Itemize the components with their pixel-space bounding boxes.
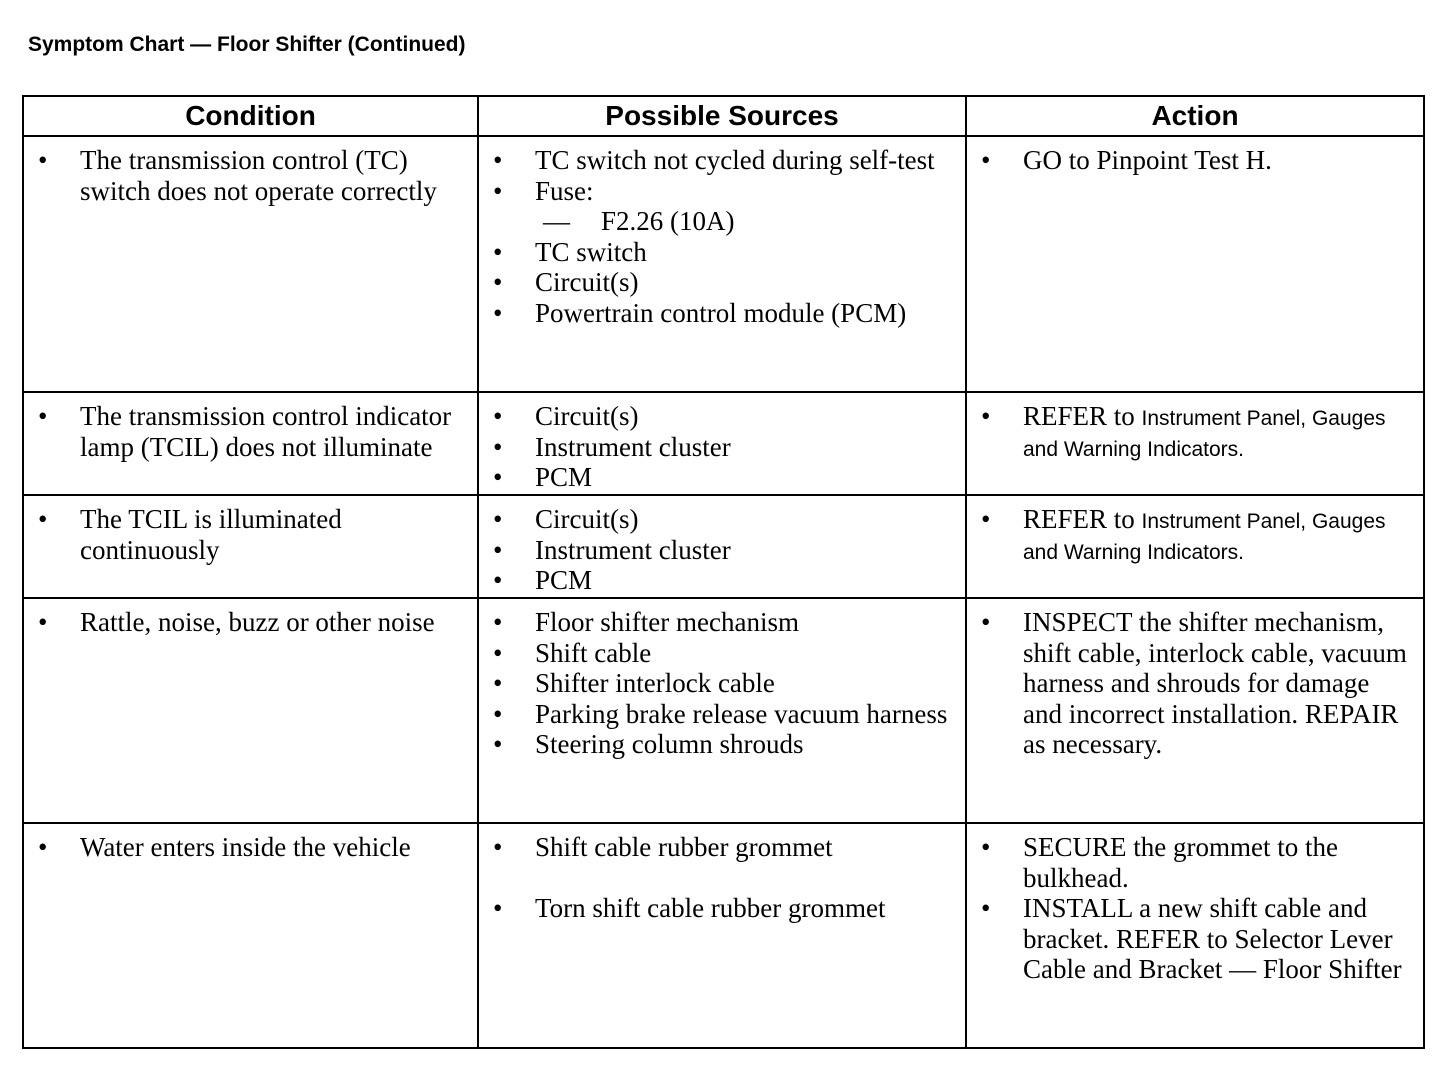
source-item [479, 176, 955, 237]
action-cell [966, 823, 1424, 1048]
action-item: • INSTALL a new shift cable and bracket. REFER to Selector Lever Cable and Bracket — Floor Shifter [967, 893, 1413, 985]
source-item: • PCM [479, 462, 955, 493]
source-item: • PCM [479, 565, 955, 596]
source-item: • Floor shifter mechanism [479, 607, 955, 638]
action-cell [966, 598, 1424, 823]
source-item: • TC switch [479, 237, 955, 268]
source-item: • Shifter interlock cable [479, 668, 955, 699]
table-row [23, 392, 1424, 495]
source-subitem-text: F2.26 (10A) [601, 206, 735, 237]
action-cell [966, 392, 1424, 495]
sources-cell [478, 392, 966, 495]
source-subitem [535, 206, 955, 237]
cross-reference-link[interactable]: Instrument Panel, Gauges and Warning Indicators. [1023, 407, 1386, 461]
header-possible-sources: Possible Sources [478, 96, 966, 136]
condition-item: • Water enters inside the vehicle [24, 832, 467, 863]
table-row [23, 598, 1424, 823]
header-condition: Condition [23, 96, 478, 136]
table-row [23, 495, 1424, 598]
source-item: • Shift cable [479, 638, 955, 669]
condition-cell [23, 392, 478, 495]
sources-cell [478, 823, 966, 1048]
action-item [967, 504, 1413, 566]
dash-marker: — [543, 206, 570, 237]
condition-item: • The transmission control (TC) switch does not operate correctly [24, 145, 467, 206]
source-item: • Steering column shrouds [479, 729, 955, 760]
action-prefix: REFER to [1023, 401, 1135, 431]
condition-item: • Rattle, noise, buzz or other noise [24, 607, 467, 638]
source-item: • Torn shift cable rubber grommet [479, 893, 955, 924]
table-row [23, 136, 1424, 392]
sources-cell [478, 136, 966, 392]
symptom-chart-table [22, 95, 1425, 1049]
source-item: • Powertrain control module (PCM) [479, 298, 955, 329]
condition-item: • The TCIL is illuminated continuously [24, 504, 467, 565]
action-cell [966, 495, 1424, 598]
condition-cell [23, 823, 478, 1048]
action-prefix: REFER to [1023, 504, 1135, 534]
header-row [23, 96, 1424, 136]
sources-cell [478, 495, 966, 598]
condition-cell [23, 598, 478, 823]
source-item: • Circuit(s) [479, 401, 955, 432]
condition-cell [23, 495, 478, 598]
action-item [967, 401, 1413, 463]
condition-item: • The transmission control indicator lamp (TCIL) does not illuminate [24, 401, 467, 462]
chart-title: Symptom Chart — Floor Shifter (Continued) [28, 33, 466, 56]
sources-cell [478, 598, 966, 823]
action-cell [966, 136, 1424, 392]
source-item: • Parking brake release vacuum harness [479, 699, 955, 730]
table-row [23, 823, 1424, 1048]
header-action: Action [966, 96, 1424, 136]
action-item: • GO to Pinpoint Test H. [967, 145, 1413, 176]
source-item: • TC switch not cycled during self-test [479, 145, 955, 176]
action-item: • INSPECT the shifter mechanism, shift cable, interlock cable, vacuum harness and shrouds for damage and incorrect installation. REPAIR as necessary. [967, 607, 1413, 760]
source-item: • Instrument cluster [479, 432, 955, 463]
source-item-label: Fuse: [535, 175, 594, 206]
source-item: • Shift cable rubber grommet [479, 832, 955, 863]
cross-reference-link[interactable]: Instrument Panel, Gauges and Warning Indicators. [1023, 510, 1386, 564]
source-item: • Circuit(s) [479, 504, 955, 535]
condition-cell [23, 136, 478, 392]
action-item: • SECURE the grommet to the bulkhead. [967, 832, 1413, 893]
source-item: • Circuit(s) [479, 267, 955, 298]
source-item: • Instrument cluster [479, 535, 955, 566]
